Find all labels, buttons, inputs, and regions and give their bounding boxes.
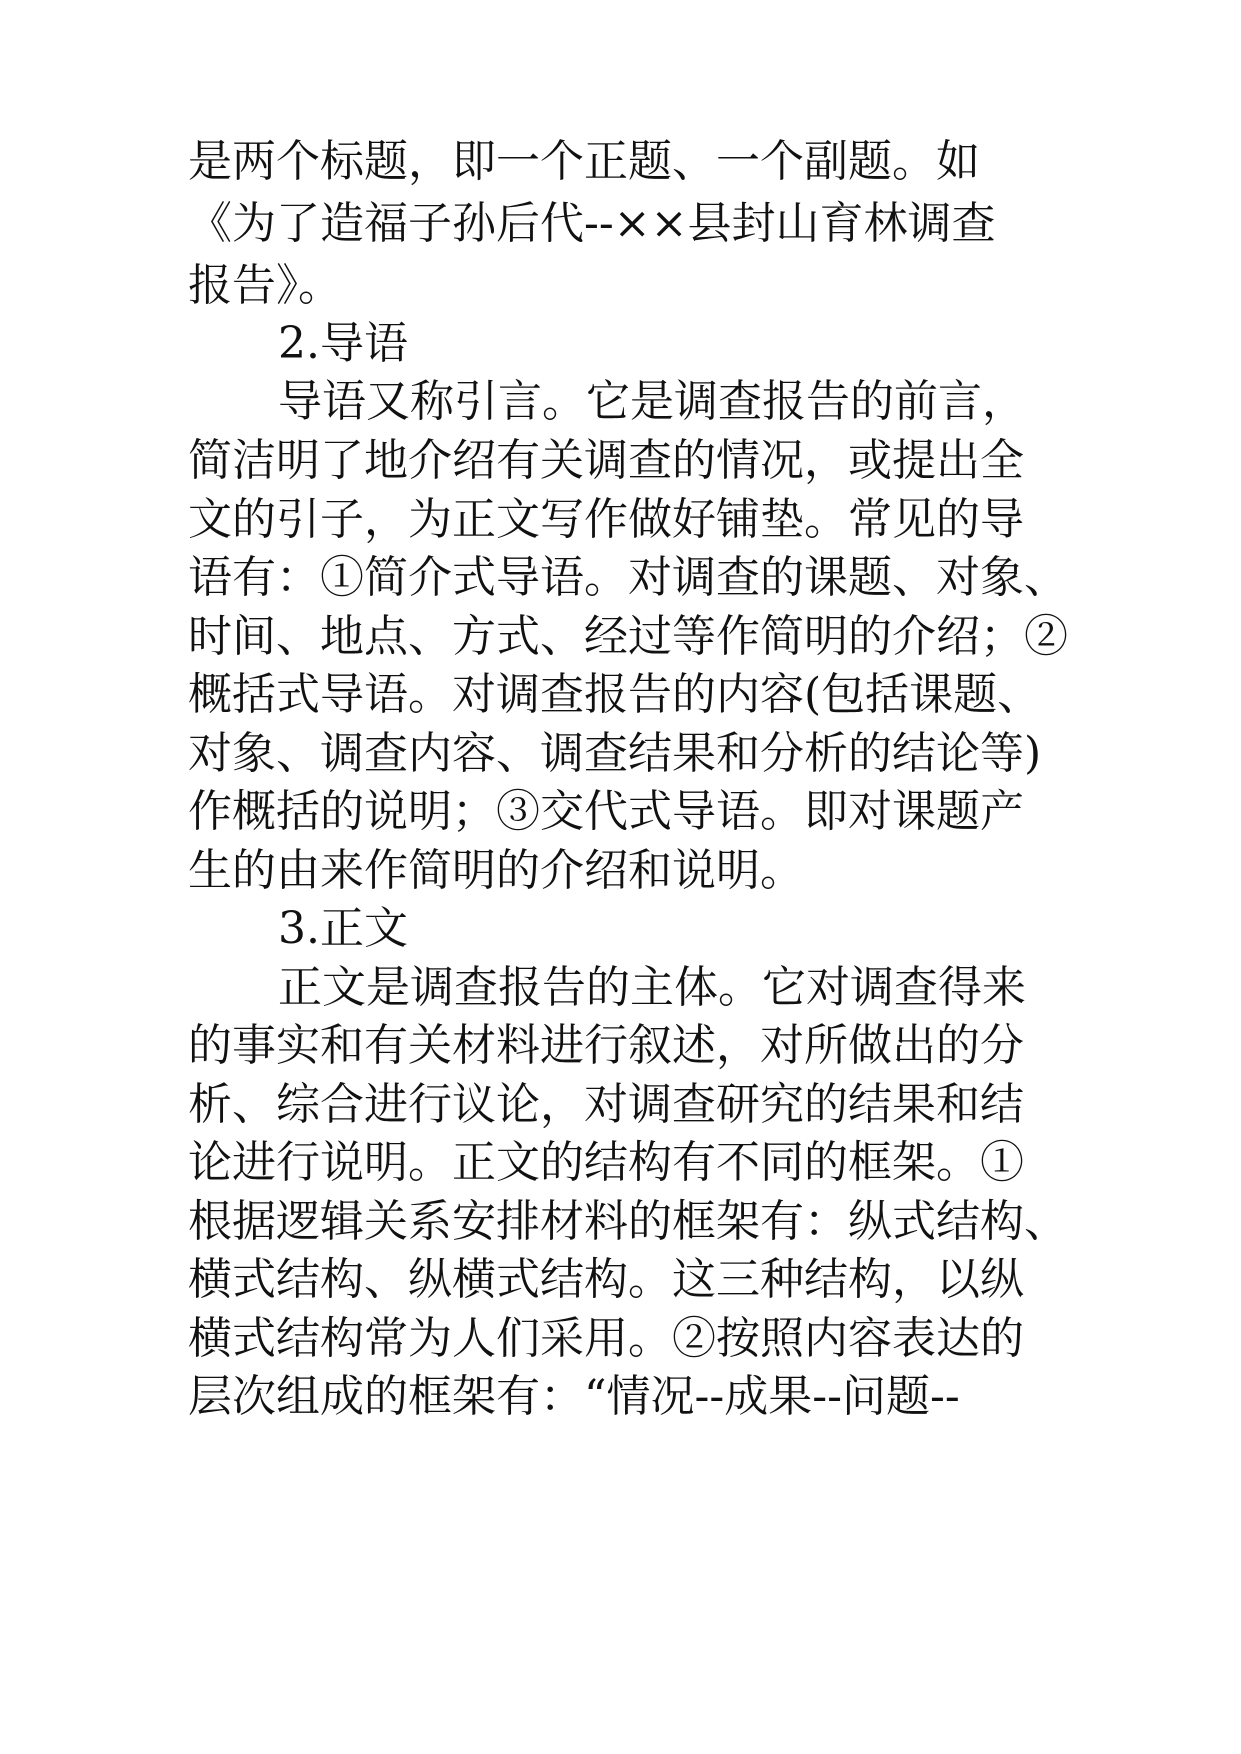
text-line: 报告》。 [188, 260, 342, 311]
text-line: 横式结构常为人们采用。②按照内容表达的 [188, 1313, 1024, 1364]
text-line: 论进行说明。正文的结构有不同的框架。① [188, 1137, 1024, 1188]
section-heading: 3.正文 [278, 903, 408, 954]
text-line: 时间、地点、方式、经过等作简明的介绍；② [188, 611, 1068, 662]
text-line: 生的由来作简明的介绍和说明。 [188, 845, 804, 896]
section-heading: 2.导语 [278, 318, 408, 369]
text-line: 析、综合进行议论，对调查研究的结果和结 [188, 1079, 1024, 1130]
text-line: 语有：①简介式导语。对调查的课题、对象、 [188, 552, 1068, 603]
text-line: 简洁明了地介绍有关调查的情况，或提出全 [188, 435, 1024, 486]
text-line: 文的引子，为正文写作做好铺垫。常见的导 [188, 494, 1024, 545]
text-line: 对象、调查内容、调查结果和分析的结论等) [188, 728, 1042, 779]
text-line: 《为了造福子孙后代--××县封山育林调查 [188, 198, 996, 249]
text-line: 的事实和有关材料进行叙述，对所做出的分 [188, 1020, 1024, 1071]
text-line: 层次组成的框架有：“情况--成果--问题-- [188, 1371, 960, 1422]
text-line: 根据逻辑关系安排材料的框架有：纵式结构、 [188, 1196, 1068, 1247]
paragraph-first-line: 正文是调查报告的主体。它对调查得来 [278, 962, 1026, 1013]
text-line: 是两个标题，即一个正题、一个副题。如 [188, 136, 980, 187]
text-line: 横式结构、纵横式结构。这三种结构，以纵 [188, 1254, 1024, 1305]
paragraph-first-line: 导语又称引言。它是调查报告的前言， [278, 376, 1026, 427]
text-line: 作概括的说明；③交代式导语。即对课题产 [188, 786, 1024, 837]
text-line: 概括式导语。对调查报告的内容(包括课题、 [188, 669, 1042, 720]
